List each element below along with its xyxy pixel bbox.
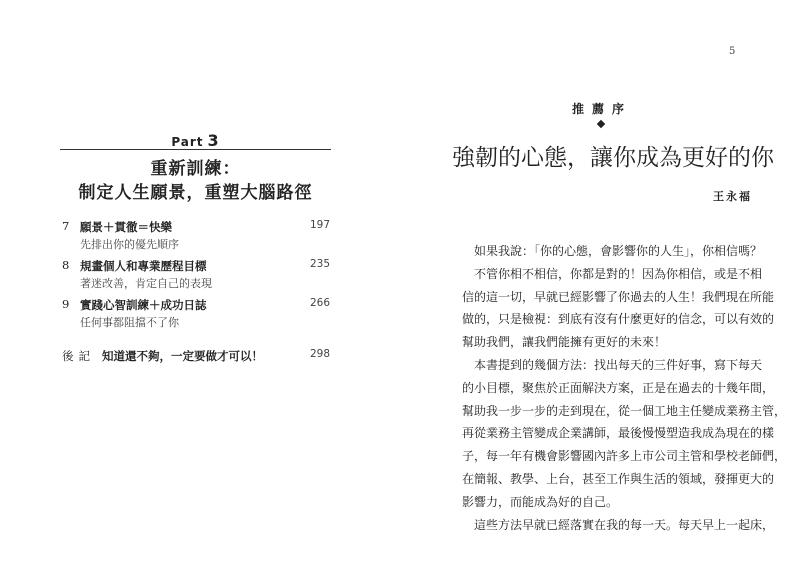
- toc-entry-8: [62, 258, 330, 297]
- text-line: 幫助我一步一步的走到現在，從一個工地主任變成業務主管，: [462, 403, 787, 418]
- text-line: 這些方法早就已經落實在我的每一天。每天早上一起床，: [462, 517, 775, 532]
- paragraph: [462, 240, 763, 263]
- preface-title: 強韌的心態，讓你成為更好的你: [452, 145, 774, 171]
- text-line: 不管你相不相信，你都是對的！因為你相信，或是不相: [462, 266, 763, 281]
- part-number: 3: [207, 131, 220, 150]
- toc-page-number: 266: [309, 297, 330, 309]
- table-of-contents: [62, 219, 330, 365]
- section-label: 推薦序: [571, 102, 632, 116]
- afterword-title: 知道還不夠，一定要做才可以！: [102, 349, 263, 363]
- toc-chapter-title: 實踐心智訓練＋成功日誌: [80, 298, 207, 312]
- author-name: 王永福: [713, 190, 752, 203]
- toc-chapter-number: 9: [62, 297, 70, 311]
- part-title-line1: 重新訓練：: [150, 159, 241, 179]
- toc-chapter-number: 7: [62, 219, 70, 233]
- text-line: 做的，只是檢視：到底有沒有什麼更好的信念，可以有效的: [462, 312, 775, 327]
- preface-body: [462, 240, 787, 536]
- toc-entry-7: [62, 219, 330, 258]
- paragraph: [462, 354, 787, 514]
- part-divider: [60, 149, 331, 150]
- diamond-ornament-icon: [597, 120, 605, 128]
- paragraph: [462, 263, 775, 354]
- text-line: 信的這一切，早就已經影響了你過去的人生！我們現在所能: [462, 289, 775, 304]
- text-line: 幫助我們，讓我們能擁有更好的未來！: [462, 335, 667, 350]
- afterword-page-number: 298: [309, 348, 330, 360]
- toc-entry-afterword: [62, 348, 330, 365]
- toc-chapter-subtitle: 任何事都阻擋不了你: [80, 316, 179, 329]
- text-line: 再從業務主管變成企業講師，最後慢慢塑造我成為現在的樣: [462, 426, 775, 441]
- text-line: 在簡報、教學、上台，甚至工作與生活的領域，發揮更大的: [462, 471, 775, 486]
- part-label: [60, 131, 331, 150]
- text-line: 的小目標，聚焦於正面解決方案，正是在過去的十幾年間，: [462, 380, 775, 395]
- toc-chapter-number: 8: [62, 258, 70, 272]
- toc-chapter-subtitle: 先排出你的優先順序: [80, 238, 179, 251]
- toc-page-number: 235: [309, 258, 330, 270]
- part-word: Part: [171, 135, 204, 149]
- toc-chapter-title: 願景＋貫徹＝快樂: [80, 220, 172, 234]
- text-line: 本書提到的幾個方法：找出每天的三件好事，寫下每天: [462, 357, 763, 372]
- afterword-label: 後記: [62, 349, 95, 363]
- text-line: 如果我說：「你的心態，會影響你的人生」，你相信嗎？: [462, 244, 763, 258]
- part-title-line2: 制定人生願景，重塑大腦路徑: [78, 183, 313, 203]
- page-number: 5: [729, 46, 736, 57]
- paragraph: [462, 514, 775, 537]
- text-line: 子，每一年有機會影響國內許多上市公司主管和學校老師們，: [462, 449, 787, 464]
- toc-chapter-subtitle: 著迷改善，肯定自己的表現: [80, 277, 212, 290]
- toc-page-number: 197: [309, 219, 330, 231]
- part-title: [60, 157, 331, 205]
- text-line: 影響力，而能成為好的自己。: [462, 494, 619, 509]
- toc-chapter-title: 規畫個人和專業歷程目標: [80, 259, 207, 273]
- toc-entry-9: [62, 297, 330, 336]
